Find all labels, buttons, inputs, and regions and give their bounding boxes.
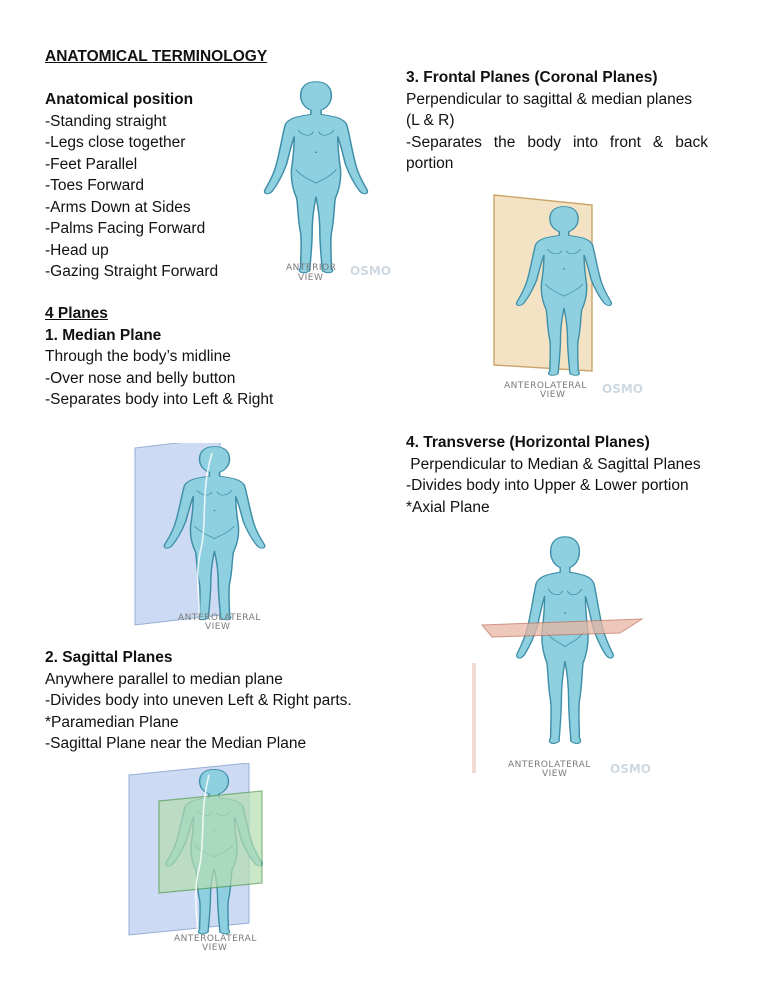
anterior-view-figure (250, 80, 400, 286)
position-item: -Feet Parallel (45, 155, 138, 173)
sagittal-plane-figure (124, 763, 294, 953)
anterior-caption-line2: VIEW (298, 273, 324, 283)
sagittal-line: *Paramedian Plane (45, 713, 179, 731)
frontal-plane-section (406, 67, 708, 175)
sagittal-plane-sheet (159, 791, 262, 893)
frontal-line: -Separates the body into front & back (406, 133, 708, 151)
transverse-line: -Divides body into Upper & Lower portion (406, 477, 689, 494)
anterolateral-caption-line1: ANTEROLATERAL (508, 760, 591, 770)
transverse-plane-heading: 4. Transverse (Horizontal Planes) (406, 434, 650, 451)
transverse-line: Perpendicular to Median & Sagittal Planes (406, 455, 701, 473)
watermark: OSMO (602, 382, 643, 396)
transverse-plane-sheet (482, 619, 642, 637)
position-item: -Gazing Straight Forward (45, 263, 219, 280)
anterolateral-caption-line1: ANTEROLATERAL (174, 934, 257, 944)
frontal-plane-heading: 3. Frontal Planes (Coronal Planes) (406, 69, 658, 86)
median-line: -Separates body into Left & Right (45, 391, 274, 408)
human-body-illustration (265, 82, 368, 273)
anterolateral-caption-line2: VIEW (542, 769, 568, 779)
human-body-illustration (517, 537, 613, 744)
anatomical-position-section (45, 89, 218, 283)
frontal-plane-figure (490, 193, 670, 403)
anatomical-position-heading: Anatomical position (45, 91, 194, 108)
frontal-line: Perpendicular to sagittal & median planes (406, 90, 693, 108)
anterolateral-caption-line2: VIEW (205, 622, 231, 632)
median-plane-figure (130, 443, 290, 633)
position-item: -Palms Facing Forward (45, 220, 206, 237)
page-title: ANATOMICAL TERMINOLOGY (45, 48, 268, 65)
watermark: OSMO (350, 264, 391, 278)
anterolateral-caption-line1: ANTEROLATERAL (504, 381, 587, 391)
sagittal-plane-section (45, 647, 352, 755)
frontal-line: portion (406, 155, 454, 172)
position-item: -Legs close together (45, 134, 186, 151)
transverse-line: *Axial Plane (406, 498, 490, 516)
position-item: -Head up (45, 241, 109, 259)
anterolateral-caption-line1: ANTEROLATERAL (178, 613, 261, 623)
anterolateral-caption-line2: VIEW (540, 390, 566, 400)
transverse-plane-figure (470, 533, 660, 783)
sagittal-line: -Divides body into uneven Left & Right parts. (45, 692, 352, 709)
position-item: -Arms Down at Sides (45, 198, 191, 216)
anterior-caption-line1: ANTERIOR (286, 263, 337, 273)
median-plane-section (45, 303, 273, 411)
frontal-line: (L & R) (406, 112, 455, 129)
watermark: OSMO (610, 762, 651, 776)
median-line: Through the body’s midline (45, 348, 231, 365)
sagittal-line: -Sagittal Plane near the Median Plane (45, 735, 307, 752)
sagittal-line: Anywhere parallel to median plane (45, 670, 283, 688)
position-item: -Toes Forward (45, 177, 145, 194)
sagittal-plane-heading: 2. Sagittal Planes (45, 649, 173, 666)
median-plane-heading: 1. Median Plane (45, 326, 162, 344)
position-item: -Standing straight (45, 112, 167, 130)
transverse-plane-section (406, 432, 701, 518)
anterolateral-caption-line2: VIEW (202, 943, 228, 953)
planes-heading: 4 Planes (45, 305, 108, 322)
median-line: -Over nose and belly button (45, 369, 236, 387)
